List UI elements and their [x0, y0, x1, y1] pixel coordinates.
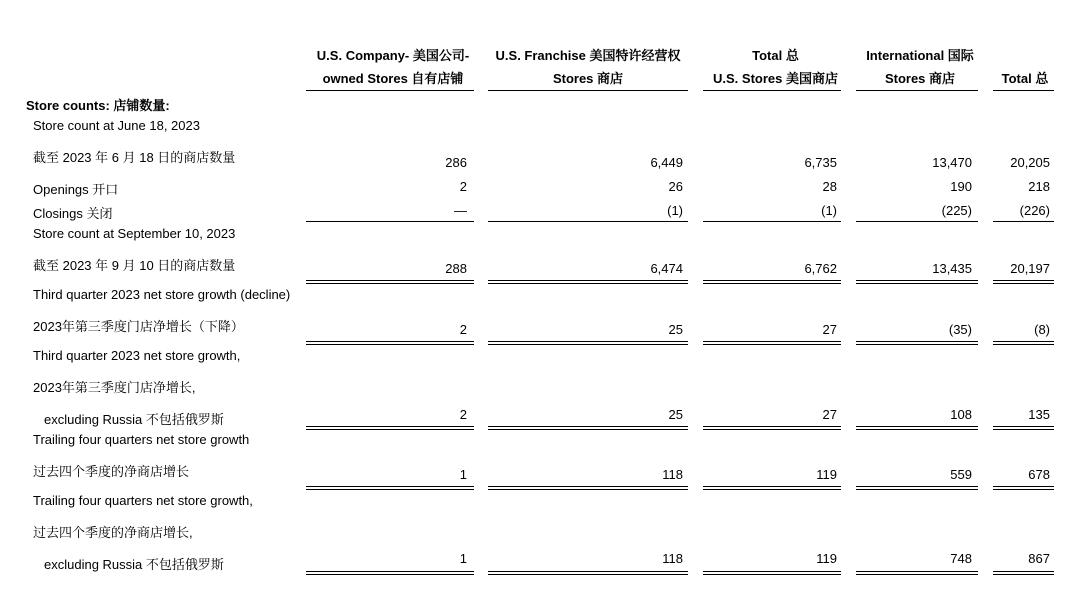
cell-value: (8) — [1034, 322, 1050, 337]
cell-value: 25 — [668, 407, 683, 422]
subtotal-line — [488, 221, 688, 222]
cell-value: 6,735 — [804, 155, 837, 170]
total-double-line — [306, 426, 474, 430]
cell-value: 867 — [1028, 551, 1050, 566]
cell-value: 1 — [459, 467, 467, 482]
subtotal-line — [993, 221, 1054, 222]
total-double-line — [703, 426, 841, 430]
subtotal-line — [306, 221, 474, 222]
total-double-line — [703, 280, 841, 284]
row-label-zh: 2023年第三季度门店净增长, — [33, 380, 196, 395]
cell-value: (1) — [821, 203, 837, 218]
cell-value: 27 — [822, 322, 837, 337]
total-double-line — [993, 486, 1054, 490]
total-double-line — [488, 341, 688, 345]
cell-value: 119 — [816, 551, 837, 566]
cell-value: 218 — [1028, 179, 1050, 194]
total-double-line — [856, 571, 978, 575]
total-double-line — [856, 280, 978, 284]
row-label: Openings 开口 — [33, 182, 119, 197]
total-double-line — [856, 486, 978, 490]
total-double-line — [306, 571, 474, 575]
cell-value: 748 — [950, 551, 972, 566]
cell-value: 27 — [822, 407, 837, 422]
subtotal-line — [703, 221, 841, 222]
cell-value: 559 — [950, 467, 972, 482]
total-double-line — [856, 341, 978, 345]
total-double-line — [993, 280, 1054, 284]
row-label-en: Store count at September 10, 2023 — [33, 226, 236, 241]
cell-value: — — [454, 203, 467, 218]
cell-value: 25 — [668, 322, 683, 337]
section-title: Store counts: 店铺数量: — [26, 98, 170, 113]
row-label-zh: 截至 2023 年 9 月 10 日的商店数量 — [33, 258, 236, 273]
cell-value: 286 — [445, 155, 467, 170]
col-header-total: Total 总 — [1001, 71, 1049, 86]
cell-value: 135 — [1028, 407, 1050, 422]
cell-value: 26 — [668, 179, 683, 194]
total-double-line — [856, 426, 978, 430]
cell-value: 2 — [459, 322, 467, 337]
col-header-international: International 国际 Stores 商店 — [866, 48, 974, 86]
cell-value: (226) — [1019, 203, 1050, 218]
cell-value: 108 — [950, 407, 972, 422]
cell-value: 13,435 — [932, 261, 972, 276]
row-label-en: Third quarter 2023 net store growth (decline) — [33, 287, 291, 302]
cell-value: 6,762 — [804, 261, 837, 276]
total-double-line — [306, 486, 474, 490]
cell-value: 288 — [445, 261, 467, 276]
total-double-line — [306, 280, 474, 284]
cell-value: 6,474 — [650, 261, 683, 276]
col-header-underline — [306, 90, 474, 91]
row-label-sub: excluding Russia 不包括俄罗斯 — [44, 557, 224, 572]
col-header-total-us: Total 总 U.S. Stores 美国商店 — [713, 48, 838, 86]
total-double-line — [703, 341, 841, 345]
cell-value: 6,449 — [650, 155, 683, 170]
cell-value: 20,197 — [1010, 261, 1050, 276]
row-label-sub: excluding Russia 不包括俄罗斯 — [44, 412, 224, 427]
row-label-en: Store count at June 18, 2023 — [33, 118, 200, 133]
row-label-zh: 过去四个季度的净商店增长 — [33, 464, 190, 479]
total-double-line — [703, 571, 841, 575]
cell-value: (1) — [667, 203, 683, 218]
row-label-en: Trailing four quarters net store growth — [33, 432, 250, 447]
row-label-zh: 2023年第三季度门店净增长（下降） — [33, 319, 244, 334]
total-double-line — [488, 280, 688, 284]
cell-value: (225) — [941, 203, 972, 218]
col-header-us-franchise: U.S. Franchise 美国特许经营权 Stores 商店 — [495, 48, 681, 86]
cell-value: 13,470 — [932, 155, 972, 170]
total-double-line — [488, 426, 688, 430]
cell-value: (35) — [948, 322, 972, 337]
total-double-line — [488, 486, 688, 490]
col-header-underline — [488, 90, 688, 91]
row-label: Closings 关闭 — [33, 206, 113, 221]
col-header-underline — [993, 90, 1054, 91]
cell-value: 2 — [459, 407, 467, 422]
cell-value: 28 — [822, 179, 837, 194]
total-double-line — [993, 426, 1054, 430]
cell-value: 678 — [1028, 467, 1050, 482]
cell-value: 20,205 — [1010, 155, 1050, 170]
cell-value: 119 — [816, 467, 837, 482]
row-label-zh: 过去四个季度的净商店增长, — [33, 525, 193, 540]
cell-value: 2 — [459, 179, 467, 194]
cell-value: 118 — [662, 551, 683, 566]
col-header-underline — [703, 90, 841, 91]
total-double-line — [703, 486, 841, 490]
subtotal-line — [856, 221, 978, 222]
total-double-line — [488, 571, 688, 575]
row-label-en: Trailing four quarters net store growth, — [33, 493, 253, 508]
total-double-line — [306, 341, 474, 345]
col-header-us-company: U.S. Company- 美国公司- owned Stores 自有店铺 — [316, 48, 470, 86]
total-double-line — [993, 341, 1054, 345]
row-label-zh: 截至 2023 年 6 月 18 日的商店数量 — [33, 150, 236, 165]
row-label-en: Third quarter 2023 net store growth, — [33, 348, 241, 363]
cell-value: 190 — [950, 179, 972, 194]
cell-value: 118 — [662, 467, 683, 482]
col-header-underline — [856, 90, 978, 91]
total-double-line — [993, 571, 1054, 575]
cell-value: 1 — [459, 551, 467, 566]
